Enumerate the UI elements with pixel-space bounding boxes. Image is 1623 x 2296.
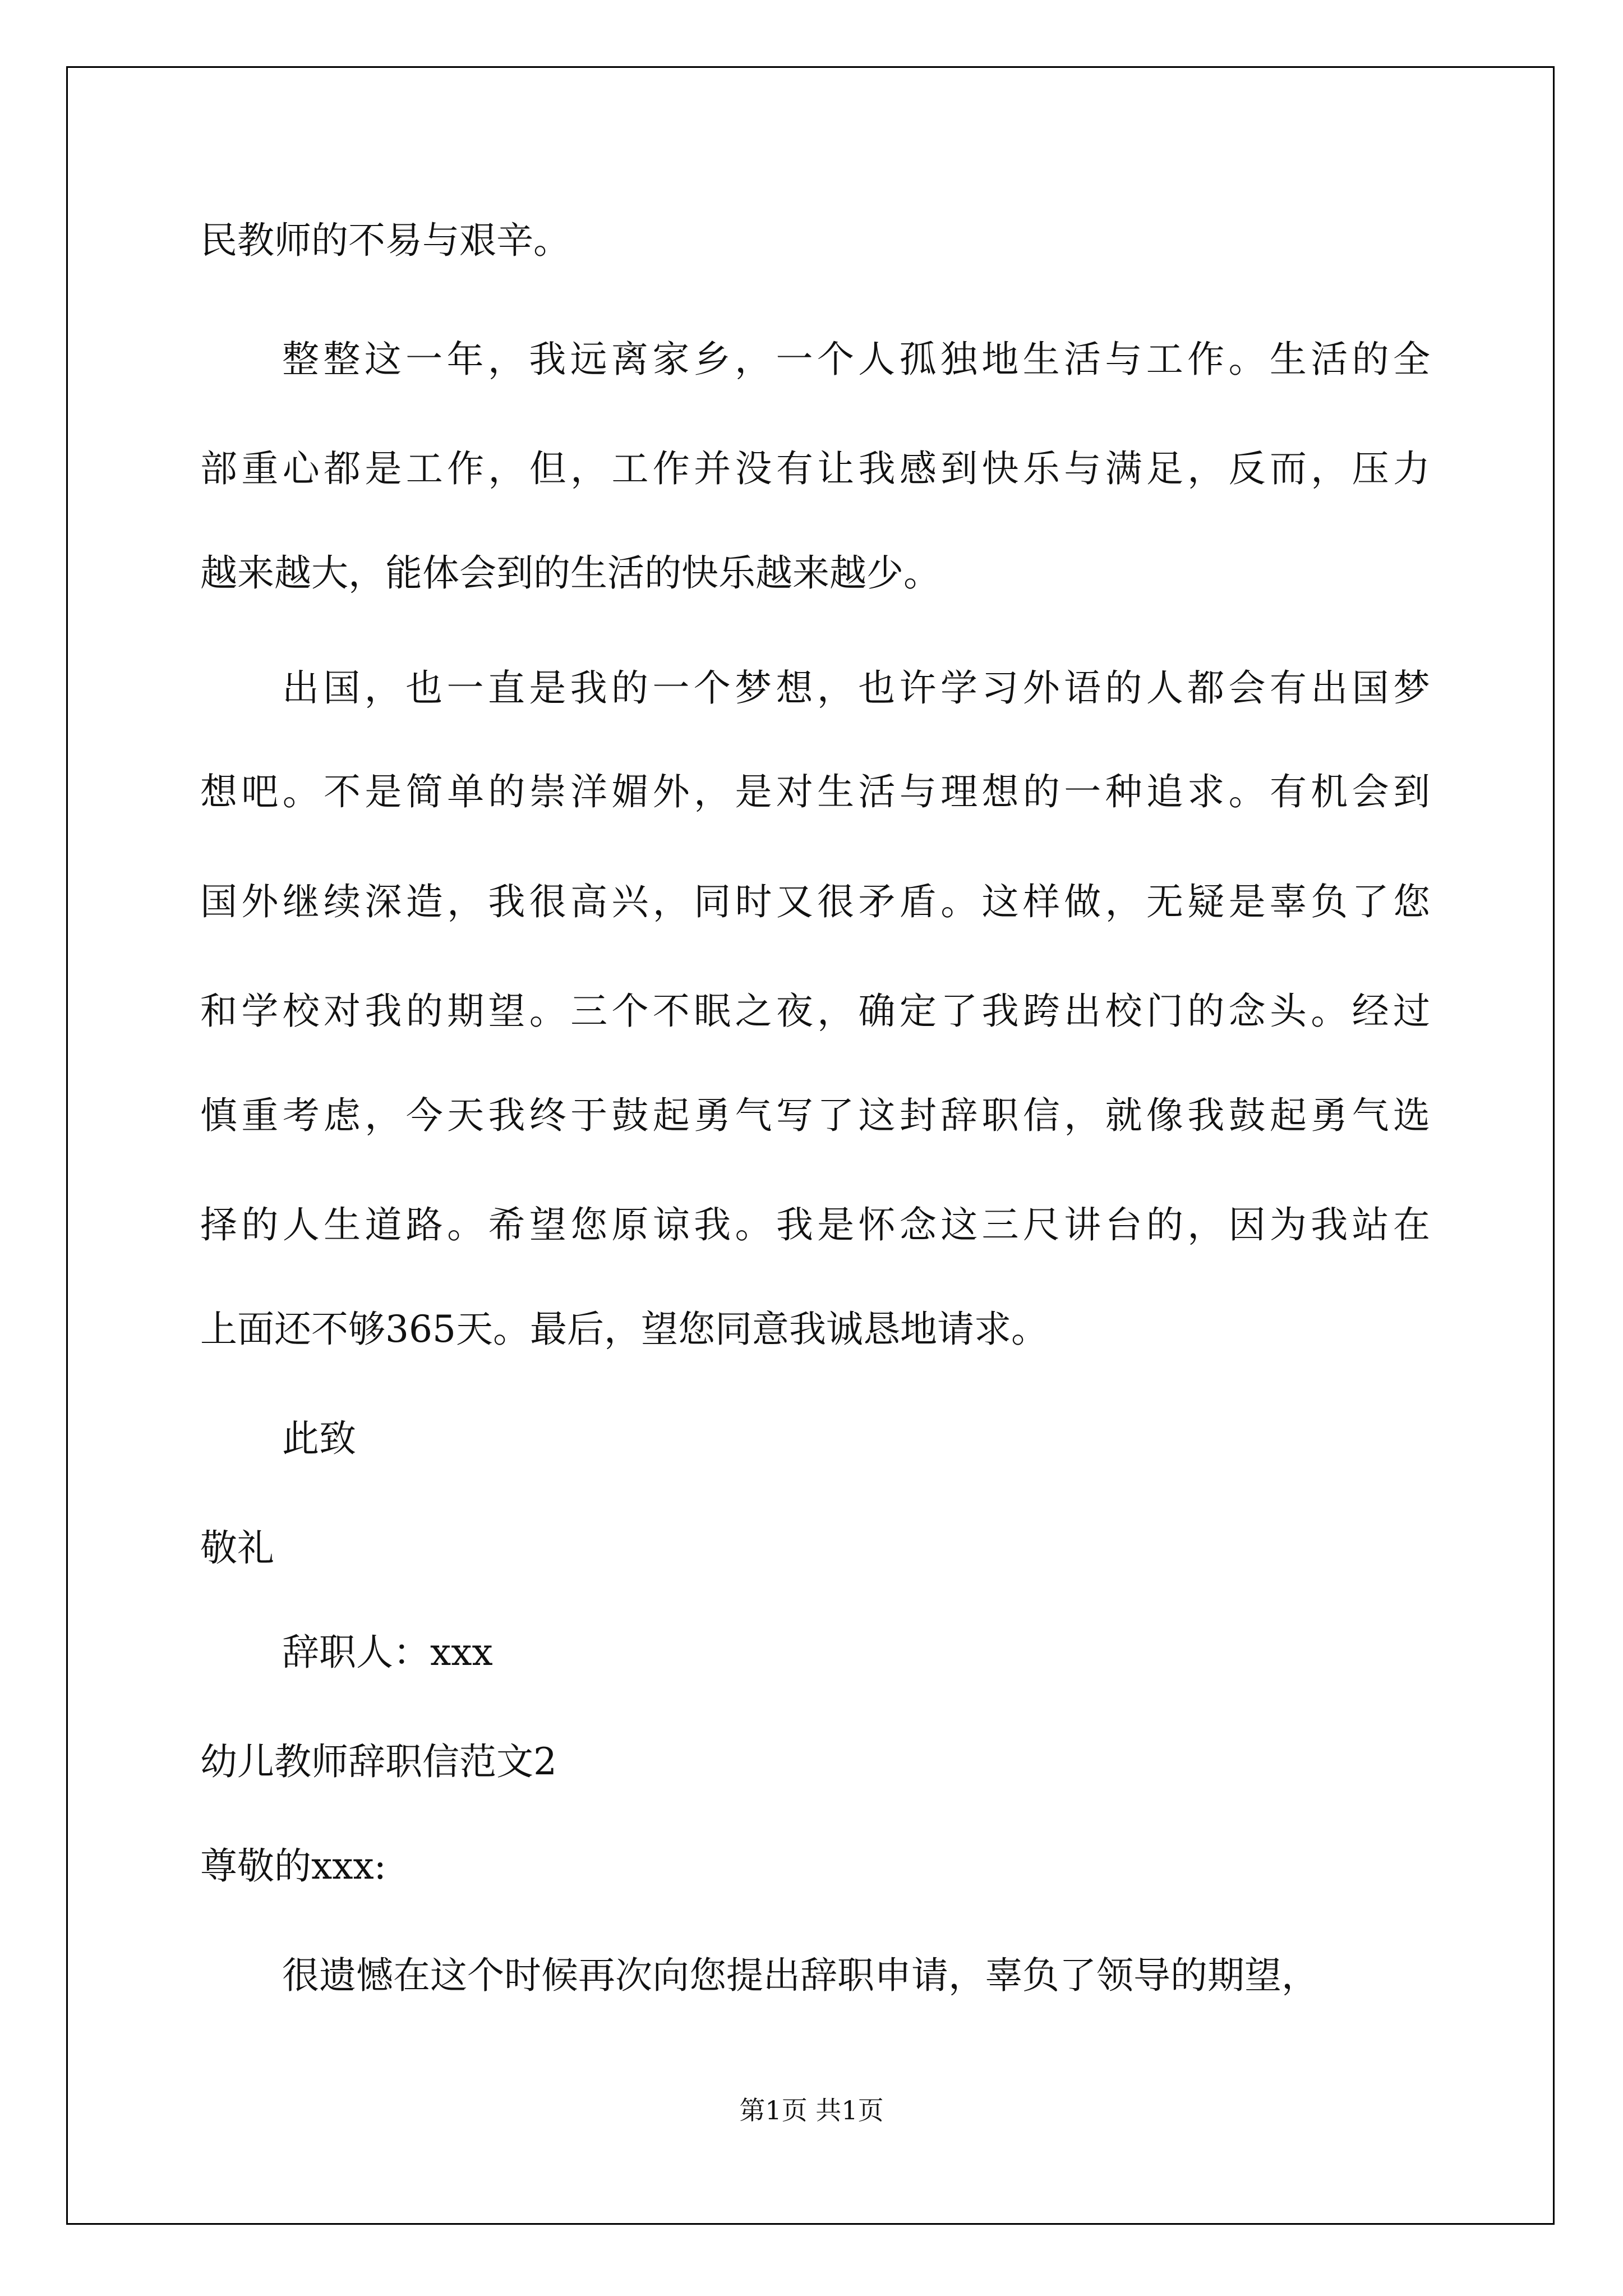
text-line: 慎重考虑，今天我终于鼓起勇气写了这封辞职信，就像我鼓起勇气选 [200,1094,1430,1137]
text-line: 很遗憾在这个时候再次向您提出辞职申请，辜负了领导的期望， [282,1954,1318,1997]
signature-line: 辞职人：xxx [282,1631,493,1674]
text-line: 择的人生道路。希望您原谅我。我是怀念这三尺讲台的，因为我站在 [200,1203,1430,1246]
closing-salutation: 此致 [282,1417,356,1460]
page-number: 第1页 共1页 [739,2095,884,2125]
text-line: 上面还不够365天。最后，望您同意我诚恳地请求。 [200,1308,1048,1351]
text-line: 部重心都是工作，但，工作并没有让我感到快乐与满足，反而，压力 [200,447,1430,490]
text-line: 出国，也一直是我的一个梦想，也许学习外语的人都会有出国梦 [282,666,1430,710]
text-line: 国外继续深造，我很高兴，同时又很矛盾。这样做，无疑是辜负了您 [200,880,1430,923]
text-line: 民教师的不易与艰辛。 [200,219,570,262]
page-border [66,66,1555,2225]
text-line: 整整这一年，我远离家乡，一个人孤独地生活与工作。生活的全 [282,338,1430,381]
text-line: 想吧。不是简单的崇洋媚外，是对生活与理想的一种追求。有机会到 [200,770,1430,813]
closing-regards: 敬礼 [200,1526,274,1570]
greeting-line: 尊敬的xxx: [200,1844,386,1888]
text-line: 和学校对我的期望。三个不眠之夜，确定了我跨出校门的念头。经过 [200,990,1430,1033]
section-title: 幼儿教师辞职信范文2 [200,1740,557,1783]
text-line: 越来越大，能体会到的生活的快乐越来越少。 [200,551,940,595]
